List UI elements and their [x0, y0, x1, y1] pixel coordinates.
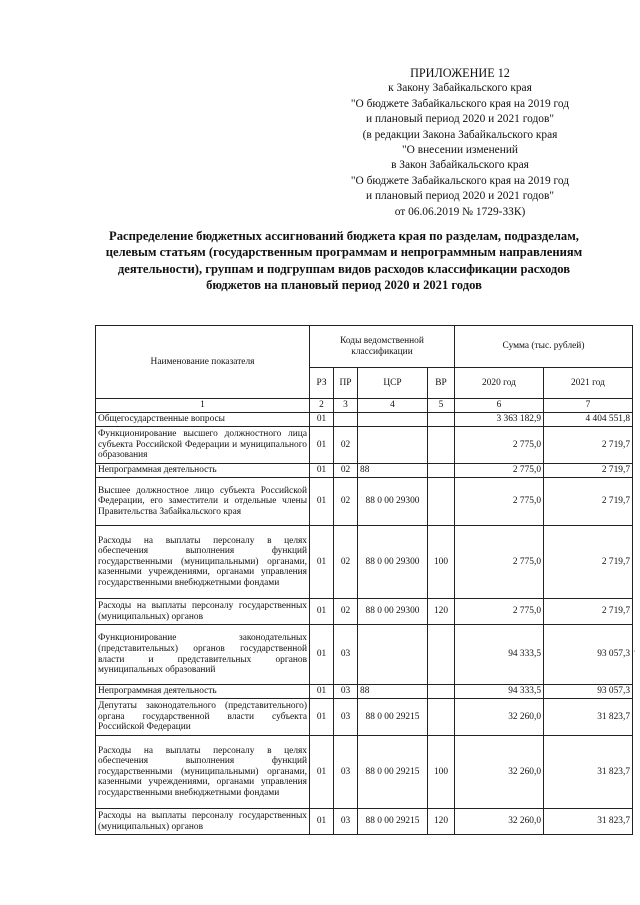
header-codes-group: Коды ведомственной классификации — [310, 326, 455, 368]
table-row — [96, 413, 633, 427]
row-csr: 88 0 00 29300 — [358, 478, 428, 526]
row-vr — [428, 685, 455, 699]
margin-mark: · — [633, 647, 636, 656]
row-pr: 03 — [334, 736, 358, 809]
row-name: Расходы на выплаты персоналу государственных (муниципальных) органов — [96, 809, 310, 835]
row-vr: 100 — [428, 736, 455, 809]
heading-line: "О внесении изменений — [401, 144, 519, 157]
row-pr: 02 — [334, 599, 358, 625]
row-name: Депутаты законодательного (представительного) органа государственной власти субъекта Российской Федерации — [96, 699, 310, 736]
header-2020: 2020 год — [455, 368, 544, 399]
row-sum-2021: 31 823,7 — [544, 736, 633, 809]
heading-line: и плановый период 2020 и 2021 годов" — [366, 190, 554, 203]
row-name: Непрограммная деятельность — [96, 685, 310, 699]
column-number: 3 — [334, 399, 358, 413]
row-sum-2021: 2 719,7 — [544, 599, 633, 625]
row-pr: 02 — [334, 526, 358, 599]
row-sum-2021: 93 057,3 — [544, 685, 633, 699]
document-title: Распределение бюджетных ассигнований бюджета края по разделам, подразделам, целевым статьям (государственным программам и непрограммным направлениям деятельности), группам и подгруппам видов расходов классификации расходов бюджетов на плановый период 2020 и 2021 годов — [105, 229, 583, 293]
row-rz: 01 — [310, 699, 334, 736]
table-row — [96, 685, 633, 699]
heading-line: (в редакции Закона Забайкальского края — [362, 128, 558, 141]
row-sum-2021: 31 823,7 — [544, 809, 633, 835]
column-number: 5 — [428, 399, 455, 413]
header-2021: 2021 год — [544, 368, 633, 399]
row-name: Высшее должностное лицо субъекта Российской Федерации, его заместители и отдельные члены Правительства Забайкальского края — [96, 478, 310, 526]
row-pr: 03 — [334, 699, 358, 736]
column-number: 2 — [310, 399, 334, 413]
row-vr: 120 — [428, 809, 455, 835]
row-rz: 01 — [310, 736, 334, 809]
table-row — [96, 809, 633, 835]
row-vr — [428, 478, 455, 526]
table-row — [96, 599, 633, 625]
annex-title: ПРИЛОЖЕНИЕ 12 — [410, 66, 510, 80]
header-csr: ЦСР — [358, 368, 428, 399]
row-vr — [428, 699, 455, 736]
table-row — [96, 427, 633, 464]
row-rz: 01 — [310, 625, 334, 685]
row-name: Функционирование высшего должностного лица субъекта Российской Федерации и муниципального образования — [96, 427, 310, 464]
heading-line: "О бюджете Забайкальского края на 2019 год — [350, 97, 570, 110]
table-row — [96, 625, 633, 685]
row-sum-2020: 32 260,0 — [455, 809, 544, 835]
budget-table — [95, 325, 633, 835]
table-body — [96, 413, 633, 835]
row-vr — [428, 413, 455, 427]
row-csr: 88 0 00 29215 — [358, 736, 428, 809]
row-sum-2020: 94 333,5 — [455, 685, 544, 699]
row-sum-2020: 2 775,0 — [455, 526, 544, 599]
row-sum-2020: 94 333,5 — [455, 625, 544, 685]
header-name: Наименование показателя — [96, 326, 310, 399]
row-sum-2020: 2 775,0 — [455, 464, 544, 478]
column-number: 7 — [544, 399, 633, 413]
row-csr: 88 0 00 29215 — [358, 809, 428, 835]
appendix-heading — [300, 66, 620, 220]
row-pr: 02 — [334, 478, 358, 526]
row-pr: 03 — [334, 625, 358, 685]
row-pr: 03 — [334, 809, 358, 835]
row-csr — [358, 427, 428, 464]
heading-line: в Закон Забайкальского края — [391, 159, 529, 172]
row-rz: 01 — [310, 413, 334, 427]
row-name: Расходы на выплаты персоналу в целях обеспечения выполнения функций государственными (муниципальными) органами, казенными учреждениями, органами управления государственными внебюджетными фондами — [96, 526, 310, 599]
row-sum-2021: 93 057,3 — [544, 625, 633, 685]
row-csr: 88 — [358, 464, 428, 478]
row-pr — [334, 413, 358, 427]
header-vr: ВР — [428, 368, 455, 399]
table-row — [96, 526, 633, 599]
row-csr: 88 — [358, 685, 428, 699]
heading-line: "О бюджете Забайкальского края на 2019 год — [350, 174, 570, 187]
row-vr: 120 — [428, 599, 455, 625]
table-row — [96, 699, 633, 736]
row-rz: 01 — [310, 464, 334, 478]
row-name: Функционирование законодательных (представительных) органов государственной власти и представительных органов муниципальных образований — [96, 625, 310, 685]
row-rz: 01 — [310, 478, 334, 526]
row-sum-2020: 2 775,0 — [455, 427, 544, 464]
row-pr: 02 — [334, 464, 358, 478]
row-vr — [428, 625, 455, 685]
row-sum-2021: 4 404 551,8 — [544, 413, 633, 427]
row-sum-2020: 32 260,0 — [455, 736, 544, 809]
table-row — [96, 736, 633, 809]
row-rz: 01 — [310, 599, 334, 625]
row-name: Непрограммная деятельность — [96, 464, 310, 478]
row-rz: 01 — [310, 809, 334, 835]
heading-line: к Закону Забайкальского края — [388, 82, 532, 95]
heading-line: и плановый период 2020 и 2021 годов" — [366, 113, 554, 126]
row-sum-2020: 32 260,0 — [455, 699, 544, 736]
row-sum-2021: 31 823,7 — [544, 699, 633, 736]
row-sum-2020: 2 775,0 — [455, 478, 544, 526]
row-rz: 01 — [310, 526, 334, 599]
header-rz: РЗ — [310, 368, 334, 399]
column-number: 6 — [455, 399, 544, 413]
row-pr: 03 — [334, 685, 358, 699]
table-row — [96, 478, 633, 526]
row-csr: 88 0 00 29215 — [358, 699, 428, 736]
row-csr: 88 0 00 29300 — [358, 526, 428, 599]
row-csr — [358, 625, 428, 685]
row-csr: 88 0 00 29300 — [358, 599, 428, 625]
row-vr — [428, 464, 455, 478]
row-sum-2021: 2 719,7 — [544, 427, 633, 464]
column-number: 1 — [96, 399, 310, 413]
heading-line: от 06.06.2019 № 1729-ЗЗК) — [394, 205, 526, 218]
column-number: 4 — [358, 399, 428, 413]
header-sum-group: Сумма (тыс. рублей) — [455, 326, 633, 368]
row-csr — [358, 413, 428, 427]
row-sum-2020: 2 775,0 — [455, 599, 544, 625]
row-vr: 100 — [428, 526, 455, 599]
row-sum-2021: 2 719,7 — [544, 478, 633, 526]
row-rz: 01 — [310, 427, 334, 464]
row-sum-2021: 2 719,7 — [544, 464, 633, 478]
row-sum-2020: 3 363 182,9 — [455, 413, 544, 427]
row-vr — [428, 427, 455, 464]
row-name: Расходы на выплаты персоналу в целях обеспечения выполнения функций государственными (муниципальными) органами, казенными учреждениями, органами управления государственными внебюджетными фондами — [96, 736, 310, 809]
row-name: Расходы на выплаты персоналу государственных (муниципальных) органов — [96, 599, 310, 625]
header-pr: ПР — [334, 368, 358, 399]
row-name: Общегосударственные вопросы — [96, 413, 310, 427]
row-sum-2021: 2 719,7 — [544, 526, 633, 599]
column-number-row — [96, 399, 633, 413]
row-rz: 01 — [310, 685, 334, 699]
table-row — [96, 464, 633, 478]
row-pr: 02 — [334, 427, 358, 464]
